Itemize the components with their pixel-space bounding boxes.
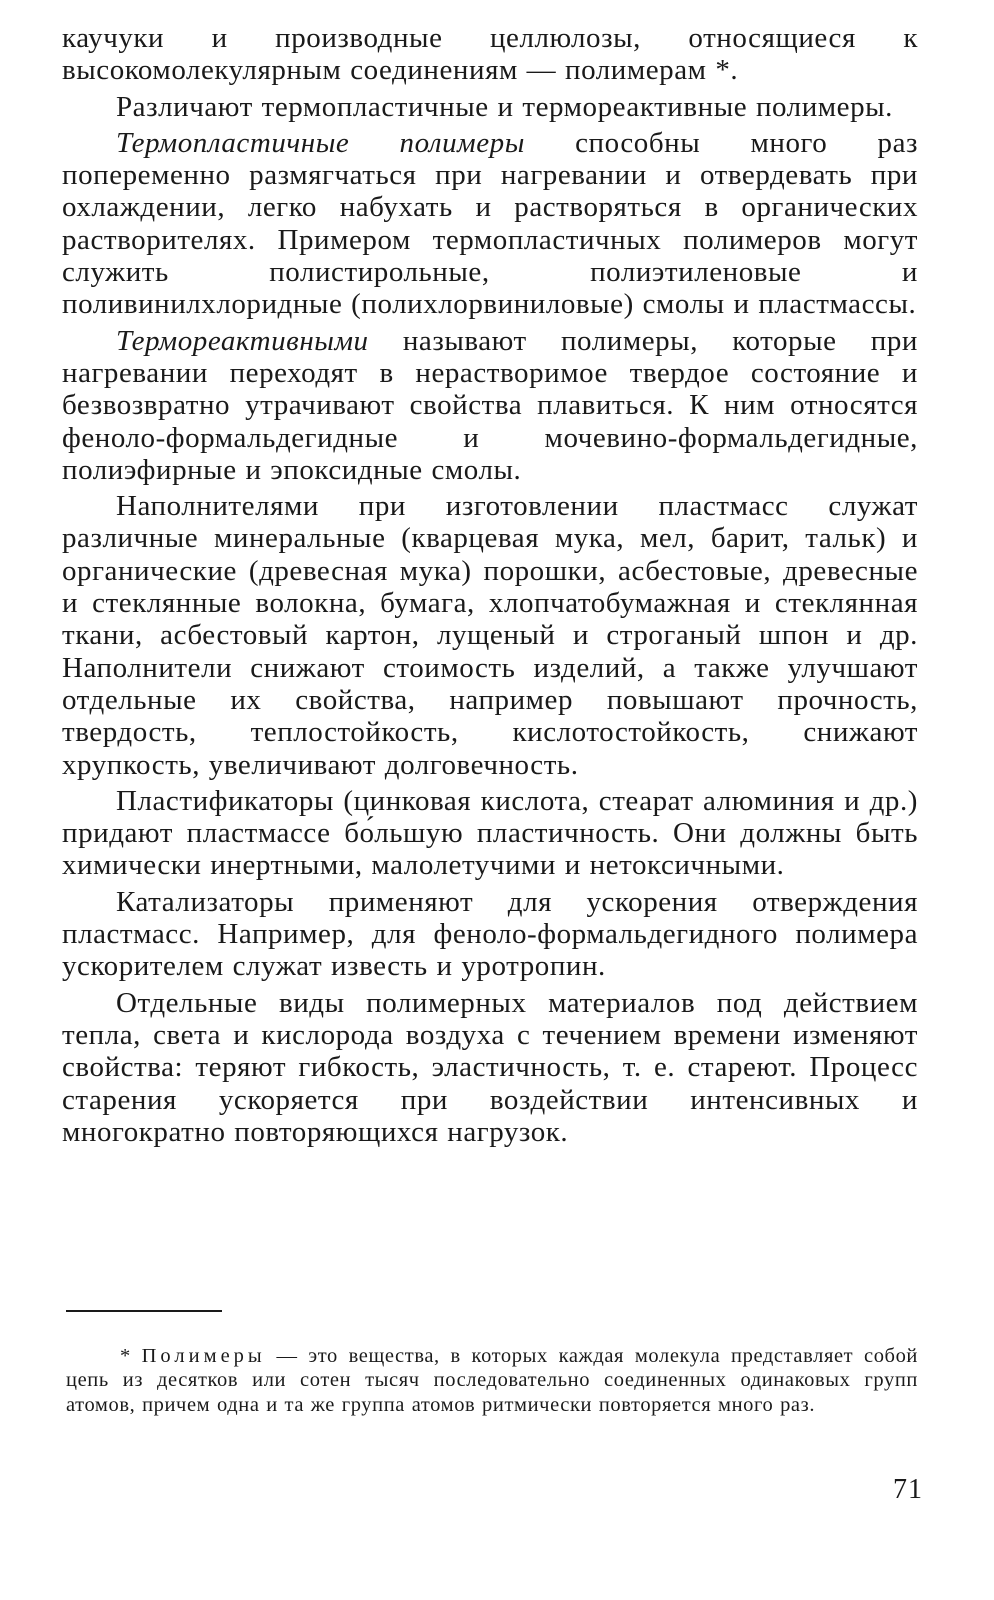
footnote [66,1344,918,1417]
paragraph-fillers [62,490,918,781]
paragraph-polymer-types [62,91,918,123]
paragraph-catalysts [62,886,918,983]
paragraph-text: называют полимеры, которые при нагревании переходят в нерастворимое твердое состояние и безвозвратно утрачивают свойства плавиться. К ним относятся феноло-формальдегидные и мочевино-формальдегидные, полиэфирные и эпоксидные смолы. [62,324,918,486]
paragraph-text: Наполнителями при изготовлении пластмасс служат различные минеральные (кварцевая мука, мел, барит, тальк) и органические (древесная мука) порошки, асбестовые, древесные и стеклянные волокна, бумага, хлопчатобумажная и стеклянная ткани, асбестовый картон, лущеный и строганый шпон и др. Наполнители снижают стоимость изделий, а также улучшают отдельные их свойства, например повышают прочность, твердость, теплостойкость, кислотостойкость, снижают хрупкость, увеличивают долговечность. [62,490,918,781]
paragraph-text: Катализаторы применяют для ускорения отверждения пластмасс. Например, для феноло-формальдегидного полимера ускорителем служат известь и уротропин. [62,885,918,983]
paragraph-text: Различают термопластичные и термореактивные полимеры. [116,90,893,123]
paragraph-text: способны много раз попеременно размягчаться при нагревании и отвердевать при охлаждении, легко набухать и растворяться в органических растворителях. Примером термопластичных полимеров могут служить полистирольные, полиэтиленовые и поливинилхлоридные (полихлорвиниловые) смолы и пластмассы. [62,126,918,321]
page-body [62,22,918,1152]
paragraph-text: Пластификаторы (цинковая кислота, стеарат алюминия и др.) придают пластмассе бо́льшую пластичность. Они должны быть химически инертными, малолетучими и нетоксичными. [62,784,918,882]
paragraph-text: Отдельные виды полимерных материалов под действием тепла, света и кислорода воздуха с течением времени изменяют свойства: теряют гибкость, эластичность, т. е. стареют. Процесс старения ускоряется при воздействии интенсивных и многократно повторяющихся нагрузок. [62,986,918,1148]
paragraph-thermoset [62,325,918,486]
paragraph-continued [62,22,918,87]
footnote-divider [66,1310,222,1312]
paragraph-text: каучуки и производные целлюлозы, относящиеся к высокомолекулярным соединениям — полимерам *. [62,22,918,87]
italic-term: Термореактивными [116,324,369,357]
paragraph-thermoplastic [62,127,918,321]
footnote-text: — это вещества, в которых каждая молекула представляет собой цепь из десятков или сотен тысяч последовательно соединенных одинаковых групп атомов, причем одна и та же группа атомов ритмически повторяется много раз. [66,1345,918,1416]
paragraph-plasticizers [62,785,918,882]
footnote-term: Полимеры [141,1345,266,1367]
footnote-marker: * [120,1345,142,1367]
page-number: 71 [893,1474,923,1505]
italic-term: Термопластичные полимеры [116,126,525,159]
paragraph-aging [62,987,918,1148]
